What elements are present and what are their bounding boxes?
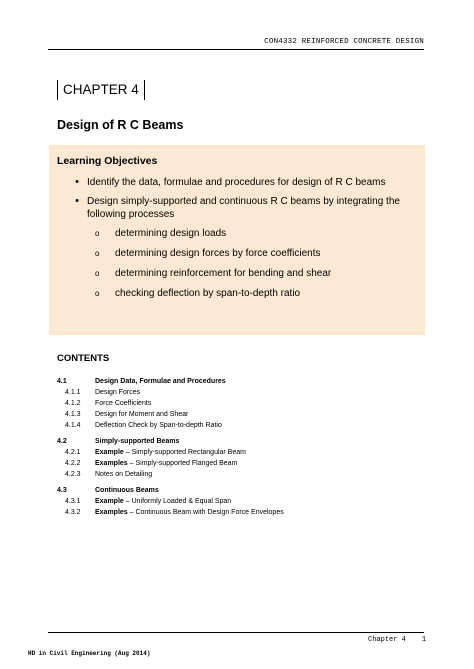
item-bold: Examples (95, 460, 128, 467)
footer-rule (48, 632, 424, 633)
footer-page-info (368, 636, 426, 644)
objective-subitem (57, 287, 417, 300)
item-text (95, 469, 152, 480)
circle-bullet-icon: o (95, 269, 100, 278)
section-number: 4.1 (57, 378, 67, 385)
toc-item (57, 496, 417, 507)
item-bold: Example (95, 449, 124, 456)
objective-bullet (57, 176, 417, 189)
circle-bullet-icon: o (95, 229, 100, 238)
circle-bullet-icon: o (95, 249, 100, 258)
item-text (95, 447, 246, 458)
chapter-label: CHAPTER 4 (57, 80, 145, 100)
item-title: Notes on Detailing (95, 471, 153, 478)
objectives-title: Learning Objectives (57, 155, 158, 167)
item-text (95, 496, 231, 507)
section-title: Simply-supported Beams (95, 438, 180, 445)
subitem-text: determining design loads (115, 228, 227, 239)
subitem-text: checking deflection by span-to-depth ratio (115, 288, 301, 299)
item-bold: Examples (95, 509, 128, 516)
item-text (95, 387, 140, 398)
item-number: 4.1.1 (65, 389, 81, 396)
item-title: – Simply-supported Flanged Beam (127, 460, 238, 467)
item-number: 4.2.1 (65, 449, 81, 456)
table-of-contents (57, 376, 417, 518)
subitem-text: determining design forces by force coefficients (115, 248, 321, 259)
section-title: Design Data, Formulae and Procedures (95, 378, 226, 385)
toc-item (57, 398, 417, 409)
chapter-title: Design of R C Beams (57, 118, 184, 132)
footer-chapter: Chapter 4 (368, 636, 406, 644)
running-header: CON4332 REINFORCED CONCRETE DESIGN (264, 38, 424, 46)
item-title: Deflection Check by Span-to-depth Ratio (95, 422, 222, 429)
item-number: 4.1.4 (65, 422, 81, 429)
item-title: – Continuous Beam with Design Force Envelopes (127, 509, 284, 516)
section-number: 4.3 (57, 487, 67, 494)
item-title: Design Forces (95, 389, 141, 396)
toc-item (57, 458, 417, 469)
item-text (95, 420, 222, 431)
item-number: 4.1.2 (65, 400, 81, 407)
item-number: 4.2.3 (65, 471, 81, 478)
item-title: Force Coefficients (95, 400, 152, 407)
bullet-icon: • (75, 195, 79, 207)
footer-course: HD in Civil Engineering (Aug 2014) (28, 650, 151, 657)
objective-text: Design simply-supported and continuous R C beams by integrating the following processes (87, 196, 400, 220)
page-number: 1 (421, 636, 427, 644)
item-title: – Simply-supported Rectangular Beam (123, 449, 246, 456)
objective-subitem (57, 227, 417, 240)
toc-item (57, 387, 417, 398)
toc-section (57, 376, 417, 387)
contents-title: CONTENTS (57, 353, 110, 364)
item-text (95, 398, 151, 409)
toc-item (57, 420, 417, 431)
toc-item (57, 447, 417, 458)
item-bold: Example (95, 498, 124, 505)
header-rule (48, 49, 424, 50)
section-number: 4.2 (57, 438, 67, 445)
toc-section (57, 485, 417, 496)
subitem-text: determining reinforcement for bending and shear (115, 268, 332, 279)
item-text (95, 458, 237, 469)
learning-objectives-box (49, 145, 425, 335)
toc-item (57, 507, 417, 518)
objective-bullet (57, 195, 417, 221)
objective-subitem (57, 267, 417, 280)
objective-text: Identify the data, formulae and procedures for design of R C beams (87, 177, 386, 188)
bullet-icon: • (75, 176, 79, 188)
item-number: 4.1.3 (65, 411, 81, 418)
objective-subitem (57, 247, 417, 260)
toc-item (57, 469, 417, 480)
item-text (95, 507, 284, 518)
section-title: Continuous Beams (95, 487, 159, 494)
item-title: – Uniformly Loaded & Equal Span (123, 498, 232, 505)
toc-item (57, 409, 417, 420)
item-number: 4.2.2 (65, 460, 81, 467)
circle-bullet-icon: o (95, 289, 100, 298)
toc-section (57, 436, 417, 447)
item-number: 4.3.2 (65, 509, 81, 516)
item-title: Design for Moment and Shear (95, 411, 189, 418)
item-text (95, 409, 188, 420)
item-number: 4.3.1 (65, 498, 81, 505)
